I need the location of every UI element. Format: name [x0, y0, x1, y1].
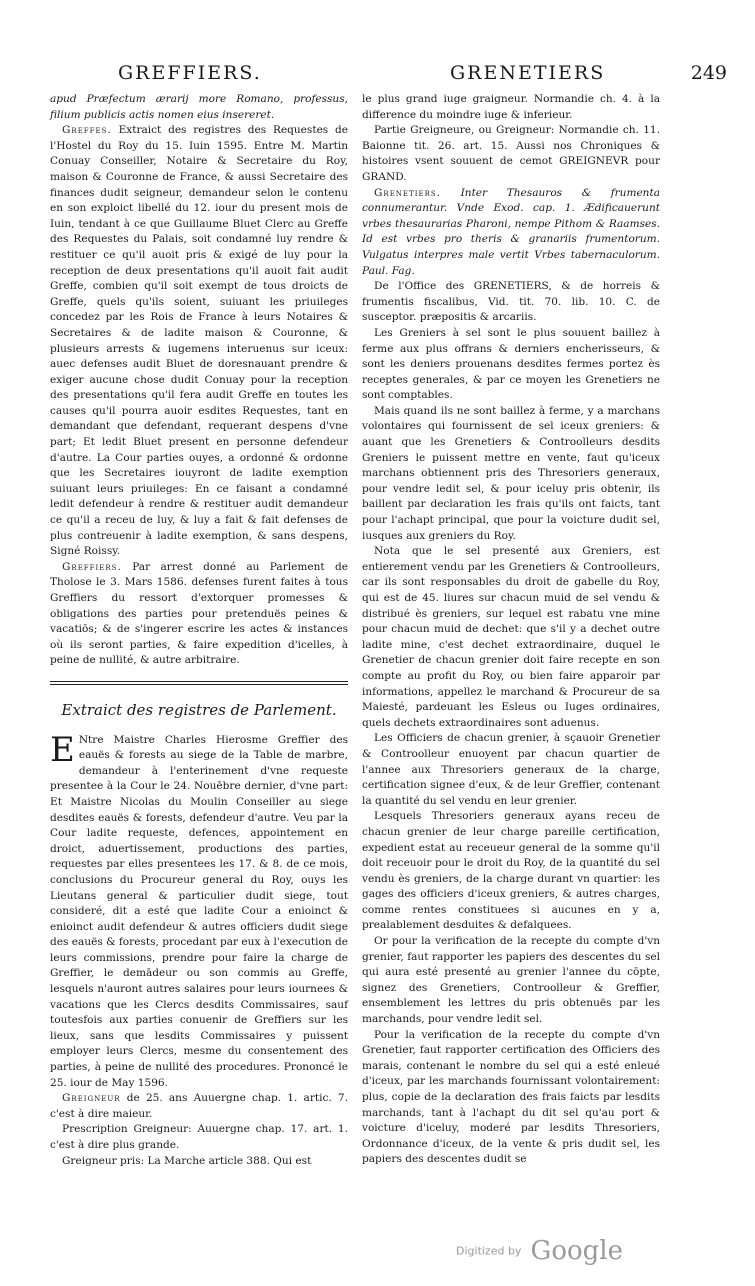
entry-headword: Grenetiers.: [374, 186, 442, 199]
watermark-caption: Digitized by: [456, 1244, 522, 1258]
entry-headword: Greigneur: [62, 1092, 121, 1105]
running-header: [52, 62, 727, 92]
paragraph: apud Præfectum ærarij more Romano, professus, filium publicis actis nomen eius insereret.: [50, 93, 348, 121]
paragraph-text: de 25. ans Auuergne chap. 1. artic. 7. c'est à dire maieur.: [50, 1092, 348, 1120]
google-logo: Google: [530, 1236, 623, 1266]
right-column: [362, 92, 660, 1168]
section-title: Extraict des registres de Parlement.: [61, 700, 337, 719]
divider: [50, 684, 348, 685]
paragraph: [362, 186, 660, 280]
paragraph: Pour la verification de la recepte du compte d'vn Grenetier, faut rapporter certification des Officiers des marais, contenant le nombre du sel qui a esté enleué d'iceux, par les marchands fournissant volontairement: plus, copie de la declaration des frais faicts par lesdits marchands, tant à l'achapt du dit sel qu'au port & voicture d'iceluy, moderé par lesdits Thresoriers, Ordonnance d'iceux, de la vente & pris dudit sel, les papiers des descentes dudit se: [362, 1028, 660, 1166]
paragraph: Les Greniers à sel sont le plus souuent baillez à ferme aux plus offrans & derniers encherisseurs, & sont les deniers prouenans desdites fermes portez ès receptes generales, & par ce moyen les Grenetiers ne sont comptables.: [362, 326, 660, 402]
paragraph: [50, 123, 348, 560]
paragraph-text: Inter Thesauros & frumenta connumerantur. Vnde Exod. cap. 1. Ædificauerunt vrbes thesaurarias Pharoni, nempe Pithom & Raamses. Id est vrbes pro theris & granariis frumentorum. Vulgatus interpres male vertit Vrbes tabernaculorum. Paul. Fag.: [362, 186, 661, 277]
left-column: [50, 92, 348, 1169]
drop-cap: E: [50, 729, 75, 770]
paragraph: Prescription Greigneur: Auuergne chap. 17. art. 1. c'est à dire plus grande.: [50, 1123, 348, 1151]
paragraph-text: Extraict des registres des Requestes de l'Hostel du Roy du 15. Iuin 1595. Entre M. Martin Conuay Conseiller, Notaire & Secretaire du Roy, maison & Couronne de France, & aussi Secretaire des finances dudit seigneur, demandeur selon le contenu en son exploict libellé du 12. iour du present mois de Iuin, tendant à ce que Guillaume Bluet Clerc au Greffe des Requestes du Palais, soit condamné luy rendre & restituer ce qu'il auoit pris & exigé de luy pour la reception de deux presentations qu'il auoit fait audit Greffe, combien qu'il soit exempt de tous droicts de Greffe, quels qu'ils soient, suiuant les priuileges concedez par les Rois de France à leurs Notaires & Secretaires & de ladite maison & Couronne, & plusieurs arrests & iugemens interuenus sur iceux: auec defenses audit Bluet de doresnauant prendre & exiger aucune chose dudit Conuay pour la reception des presentations qu'il fera audit Greffe en toutes les causes qu'il pourra auoir esdites Requestes, tant en demandant que defendant, requerant despens d'vne part; Et ledit Bluet present en personne defendeur d'autre. La Cour parties ouyes, a ordonné & ordonne que les Secretaires iouyront de ladite exemption suiuant leurs priuileges: En ce faisant a condamné ledit defendeur à rendre & restituer audit demandeur ce qu'il a receu de luy, & luy a fait & fait defenses de plus contreuenir à ladite exemption, & sans despens, Signé Roissy.: [50, 124, 348, 558]
paragraph: [50, 729, 348, 1092]
paragraph: De l'Office des GRENETIERS, & de horreis & frumentis fiscalibus, Vid. tit. 70. lib. 10. C. de susceptor. præpositis & arcariis.: [362, 280, 660, 324]
paragraph: Lesquels Thresoriers generaux ayans receu de chacun grenier de leur charge pareille certification, expedient estat au receueur general de la somme qu'il doit receuoir pour le droit du Roy, de la quantité du sel vendu ès greniers, de la charge durant vn quartier: les gages des officiers d'iceux greniers, & autres charges, comme rentes constituees si aucunes en y a, prealablement desduites & defalquees.: [362, 810, 660, 932]
paragraph-text: Par arrest donné au Parlement de Tholose le 3. Mars 1586. defenses furent faites à tous Greffiers du ressort d'extorquer promesses & obligations des parties pour pretenduës peines & vacatiōs; & de s'ingerer escrire les actes & instances où ils seront parties, & faire expedition d'icelles, à peine de nullité, & autre arbitraire.: [50, 560, 348, 667]
entry-headword: Greffiers.: [62, 560, 122, 573]
divider: [50, 681, 348, 682]
paragraph: Les Officiers de chacun grenier, à sçauoir Grenetier & Controolleur enuoyent par chacun quartier de l'annee aux Thresoriers generaux de la charge, certification signee d'eux, & de leur Greffier, contenant la quantité du sel vendu en leur grenier.: [362, 732, 660, 807]
digitized-by-watermark: [456, 1236, 623, 1266]
paragraph-text: Ntre Maistre Charles Hierosme Greffier des eauës & forests au siege de la Table de marbre, demandeur à l'enterinement d'vne requeste presentee à la Cour le 24. Nouēbre dernier, d'vne part: Et Maistre Nicolas du Moulin Conseiller au siege desdites eauës & forests, defendeur d'autre. Veu par la Cour ladite requeste, defences, appointement en droict, aduertissement, productions des parties, requestes par elles presentees les 17. & 8. de ce mois, conclusions du Procureur general du Roy, ouys les Lieutans general & particulier dudit siege, tout consideré, dit a esté que ladite Cour a enioinct & enioinct audit defendeur & autres officiers dudit siege des eauës & forests, procedant par eux à l'execution de leurs commissions, prendre pour faire la charge de Greffier, le demādeur ou son commis au Greffe, lesquels n'auront autres salaires pour leurs iournees & vacations que les Clercs desdits Commissaires, sauf toutesfois aux parties conuenir de Greffiers sur les lieux, sans que lesdits Commissaires y puissent employer leurs Clercs, mesme du consentement des parties, à peine de nullité des procedures. Prononcé le 25. iour de May 1596.: [50, 733, 348, 1089]
paragraph: [50, 560, 348, 669]
page-number: 249: [690, 62, 727, 84]
header-left-title: GREFFIERS.: [118, 62, 262, 84]
entry-headword: Greffes.: [62, 124, 112, 137]
paragraph: [50, 1091, 348, 1122]
paragraph: le plus grand iuge graigneur. Normandie ch. 4. à la difference du moindre iuge & inferieur.: [362, 93, 660, 121]
paragraph: Greigneur pris: La Marche article 388. Qui est: [62, 1154, 312, 1167]
paragraph: Or pour la verification de la recepte du compte d'vn grenier, faut rapporter les papiers des descentes du sel qui aura esté presenté au grenier l'annee du cōpte, signez des Grenetiers, Controolleur & Greffier, ensemblement les lettres du pris obtenuës par les marchands, pour vendre ledit sel.: [362, 935, 660, 1026]
paragraph: Partie Greigneure, ou Greigneur: Normandie ch. 11. Baionne tit. 26. art. 15. Aussi nos Chroniques & histoires vsent souuent de cemot GREIGNEVR pour GRAND.: [362, 124, 660, 183]
paragraph: Mais quand ils ne sont baillez à ferme, y a marchans volontaires qui fournissent de sel iceux greniers: & auant que les Grenetiers & Controolleurs desdits Greniers le puissent mettre en vente, faut qu'iceux marchans obtiennent pris des Thresoriers generaux, pour vendre ledit sel, & pour iceluy pris obtenir, ils baillent par declaration les frais qu'ils ont faicts, tant pour l'achapt principal, que pour la voicture dudit sel, iusques aux greniers du Roy.: [362, 404, 660, 542]
paragraph: Nota que le sel presenté aux Greniers, est entierement vendu par les Grenetiers & Controolleurs, car ils sont responsables du droit de gabelle du Roy, qui est de 45. liures sur chacun muid de sel vendu & distribué ès greniers, sur lequel est rabatu vne mine pour chacun muid de dechet: que s'il y a dechet outre ladite mine, c'est dechet extraordinaire, duquel le Grenetier de chacun grenier doit faire recepte en son compte au profit du Roy, ou bien faire apparoir par informations, appellez le marchand & Procureur de sa Maiesté, pardeuant les Esleus ou Iuges ordinaires, quels dechets extraordinaires sont aduenus.: [362, 545, 660, 729]
header-right-title: GRENETIERS: [450, 62, 606, 84]
